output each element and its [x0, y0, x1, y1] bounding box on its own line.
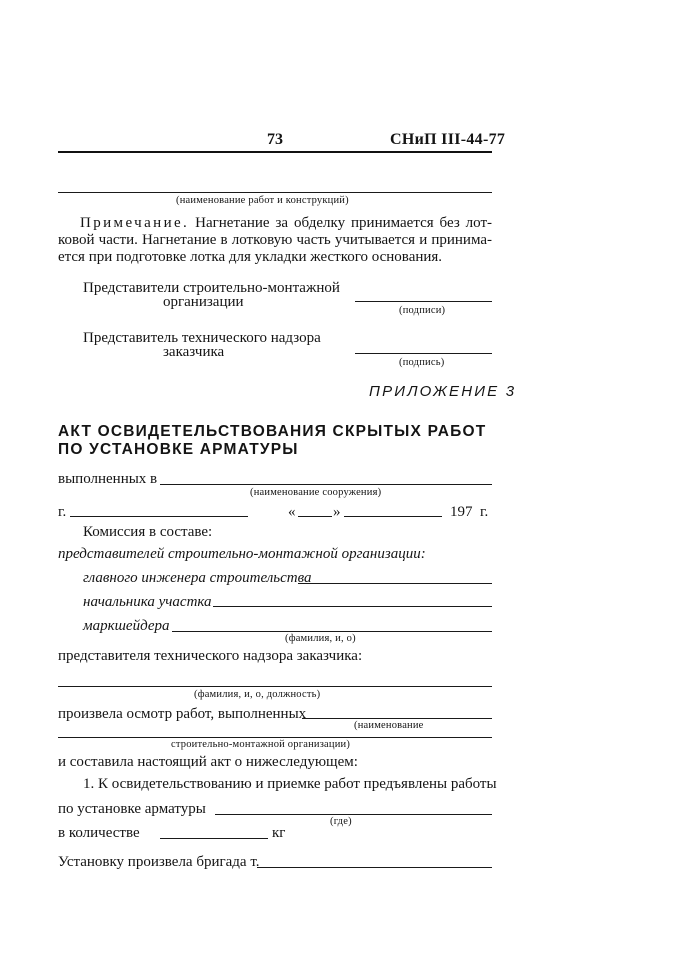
- chief-engineer-fill-line[interactable]: [298, 583, 492, 584]
- executed-in-label: выполненных в: [58, 471, 158, 487]
- page-number: 73: [267, 131, 283, 148]
- org-caption: строительно-монтажной организации): [171, 739, 351, 750]
- note-line-3: ется при подготовке лотка для укладки жесткого основания.: [58, 249, 443, 265]
- note-line-1-rest: Нагнетание за обделку принимается без лот-: [195, 215, 492, 231]
- fio-position-caption: (фамилия, и, о, должность): [194, 689, 321, 700]
- rep-tech-label: представителя технического надзора заказчика:: [58, 648, 363, 664]
- act-title-line-2: ПО УСТАНОВКЕ АРМАТУРЫ: [58, 441, 299, 458]
- reps-org-label: представителей строительно-монтажной организации:: [58, 546, 426, 562]
- city-fill-line[interactable]: [70, 516, 248, 517]
- rep-org-line-2: организации: [163, 294, 244, 310]
- signature-caption-1: (подписи): [399, 305, 446, 316]
- unit-kg: кг: [272, 825, 286, 841]
- signature-caption-2: (подпись): [399, 357, 445, 368]
- note-paragraph: [58, 215, 492, 266]
- surveyor-fill-line[interactable]: [172, 631, 492, 632]
- name-caption: (наименование: [354, 720, 424, 731]
- note-word: Примечание.: [80, 215, 190, 231]
- year-label: 197: [450, 504, 473, 520]
- brigade-fill-line[interactable]: [257, 867, 492, 868]
- structure-caption: (наименование сооружения): [250, 487, 382, 498]
- quantity-label: в количестве: [58, 825, 140, 841]
- surveyor-label: маркшейдера: [83, 618, 170, 634]
- header-rule: [58, 151, 492, 153]
- works-fill-line: [58, 192, 492, 193]
- drew-up-label: и составила настоящий акт о нижеследующем:: [58, 754, 358, 770]
- signature-line-2: [355, 353, 492, 354]
- document-code: СНиП III-44-77: [390, 131, 506, 148]
- item-1-text: 1. К освидетельствованию и приемке работ предъявлены работы: [83, 776, 497, 792]
- city-prefix: г.: [58, 504, 67, 520]
- inspected-fill-line[interactable]: [302, 718, 492, 719]
- appendix-label: ПРИЛОЖЕНИЕ 3: [369, 383, 517, 400]
- rep-org-line-1: Представители строительно-монтажной: [83, 280, 340, 296]
- fio-caption: (фамилия, и, о): [285, 633, 356, 644]
- where-caption: (где): [330, 816, 352, 827]
- installed-by-label: Установку произвела бригада т.: [58, 854, 260, 870]
- date-quote-open: «: [288, 504, 296, 520]
- commission-label: Комиссия в составе:: [83, 524, 213, 540]
- rep-tech-fill-line[interactable]: [58, 686, 492, 687]
- works-caption: (наименование работ и конструкций): [176, 195, 349, 206]
- org-fill-line[interactable]: [58, 737, 492, 738]
- month-fill-line[interactable]: [344, 516, 442, 517]
- rep-tech-line-2: заказчика: [163, 344, 225, 360]
- rebar-label: по установке арматуры: [58, 801, 206, 817]
- year-suffix: г.: [480, 504, 489, 520]
- section-head-label: начальника участка: [83, 594, 212, 610]
- act-title-line-1: АКТ ОСВИДЕТЕЛЬСТВОВАНИЯ СКРЫТЫХ РАБОТ: [58, 423, 487, 440]
- quantity-fill-line[interactable]: [160, 838, 268, 839]
- note-line-2: ковой части. Нагнетание в лотковую часть учитывается и принима-: [58, 232, 492, 248]
- inspected-label: произвела осмотр работ, выполненных: [58, 706, 307, 722]
- chief-engineer-label: главного инженера строительства: [83, 570, 312, 586]
- note-line-1: [58, 215, 492, 232]
- structure-fill-line[interactable]: [160, 484, 492, 485]
- rebar-fill-line[interactable]: [215, 814, 492, 815]
- section-head-fill-line[interactable]: [213, 606, 492, 607]
- signature-line-1: [355, 301, 492, 302]
- rep-tech-line-1: Представитель технического надзора: [83, 330, 321, 346]
- date-quote-close: »: [333, 504, 341, 520]
- day-fill-line[interactable]: [298, 516, 332, 517]
